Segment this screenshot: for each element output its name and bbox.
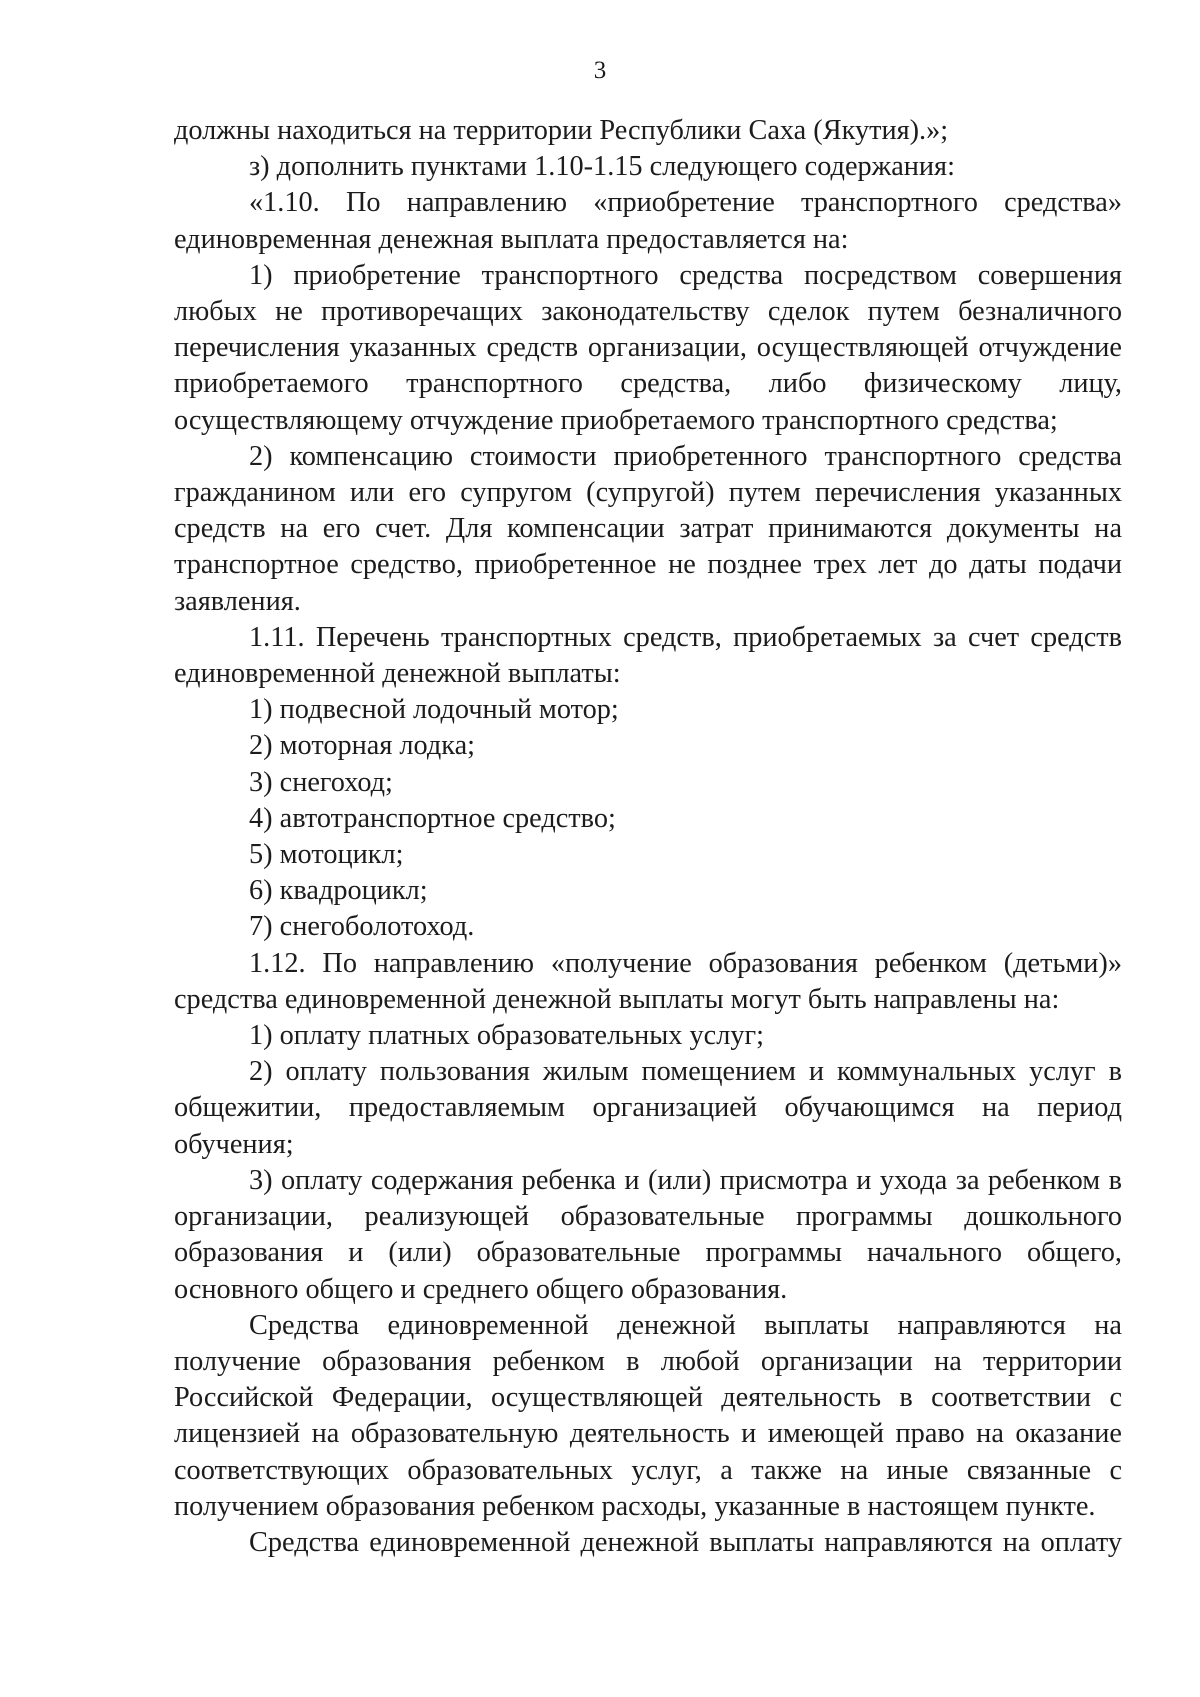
paragraph-1-10: «1.10. По направлению «приобретение транспортного средства» единовременная денежная выплата предоставляется на: <box>174 187 1122 255</box>
paragraph-education-payment: Средства единовременной денежной выплаты направляются на оплату <box>249 1526 1122 1558</box>
list-item-motorcycle: 5) мотоцикл; <box>249 839 404 871</box>
list-item-snowmobile: 3) снегоход; <box>249 766 393 798</box>
list-item-outboard-motor: 1) подвесной лодочный мотор; <box>249 694 619 726</box>
paragraph-1-10-item-2: 2) компенсацию стоимости приобретенного транспортного средства гражданином или его супругом (супругой) путем перечисления указанных средств на его счет. Для компенсации затрат принимаются документы на транспортное средство, приобретенное не позднее трех лет до даты подачи заявления. <box>174 440 1122 617</box>
paragraph-1-12-item-1: 1) оплату платных образовательных услуг; <box>249 1020 764 1052</box>
list-item-swamp-vehicle: 7) снегоболотоход. <box>249 911 475 943</box>
paragraph-education-funds: Средства единовременной денежной выплаты направляются на получение образования ребенком в любой организации на территории Российской Федерации, осуществляющей деятельность в соответствии с лицензией на образовательную деятельность и имеющей право на оказание соответствующих образовательных услуг, а также на иные связанные с получением образования ребенком расходы, указанные в настоящем пункте. <box>174 1309 1122 1522</box>
list-item-motor-boat: 2) моторная лодка; <box>249 730 476 762</box>
paragraph-1-12-item-2: 2) оплату пользования жилым помещением и коммунальных услуг в общежитии, предоставляемым организацией обучающимся на период обучения; <box>174 1056 1122 1160</box>
paragraph-1-12-item-3: 3) оплату содержания ребенка и (или) присмотра и ухода за ребенком в организации, реализующей образовательные программы дошкольного образования и (или) образовательные программы начального общего, основного общего и среднего общего образования. <box>174 1164 1122 1305</box>
list-item-motor-vehicle: 4) автотранспортное средство; <box>249 802 616 834</box>
paragraph-amendment-z: з) дополнить пунктами 1.10-1.15 следующего содержания: <box>249 151 955 183</box>
paragraph-1-10-item-1: 1) приобретение транспортного средства посредством совершения любых не противоречащих законодательству сделок путем безналичного перечисления указанных средств организации, осуществляющей отчуждение приобретаемого транспортного средства, либо физическому лицу, осуществляющему отчуждение приобретаемого транспортного средства; <box>174 259 1122 436</box>
paragraph-1-11: 1.11. Перечень транспортных средств, приобретаемых за счет средств единовременной денежной выплаты: <box>174 621 1122 690</box>
document-body <box>174 113 1122 1561</box>
list-item-quad-bike: 6) квадроцикл; <box>249 875 428 907</box>
page-number: 3 <box>593 57 607 84</box>
paragraph-1-12: 1.12. По направлению «получение образования ребенком (детьми)» средства единовременной денежной выплаты могут быть направлены на: <box>174 947 1122 1015</box>
paragraph-continuation: должны находиться на территории Республики Саха (Якутия).»; <box>174 115 949 146</box>
